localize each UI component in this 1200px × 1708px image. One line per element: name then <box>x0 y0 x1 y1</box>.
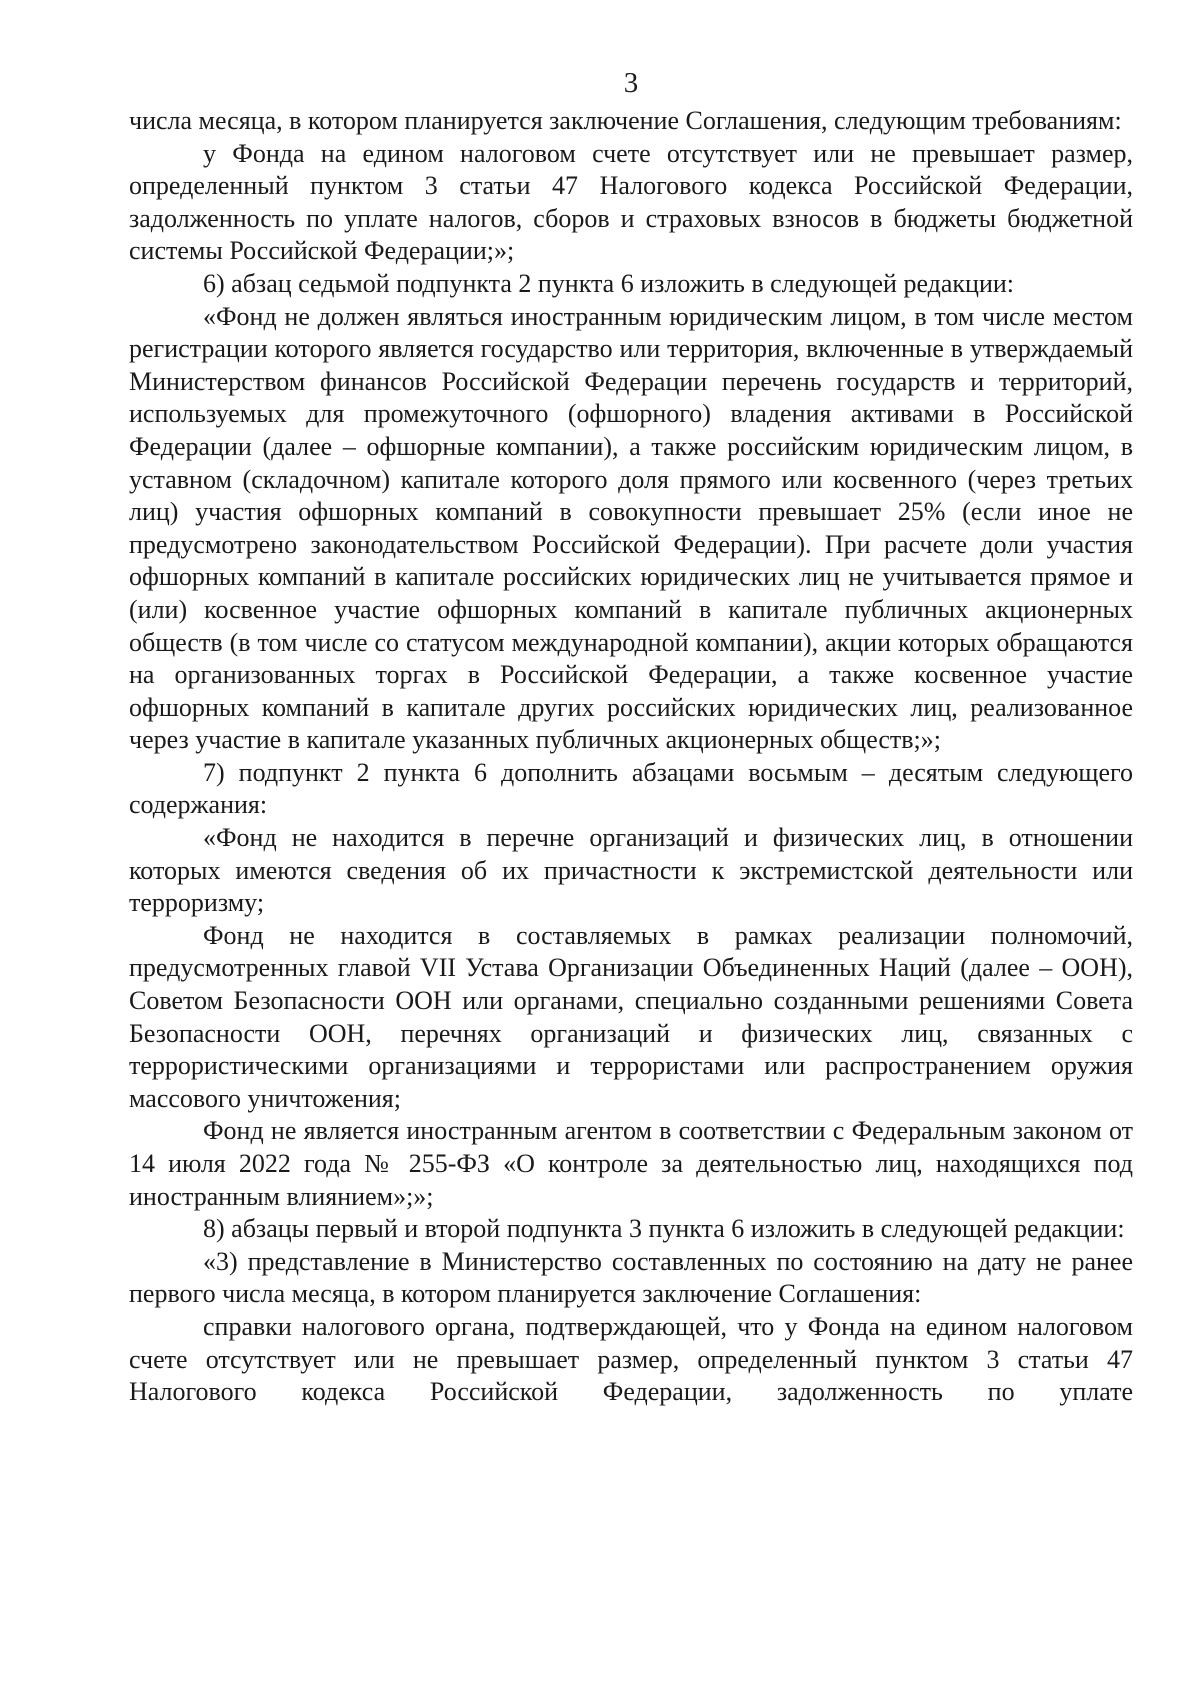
paragraph-un-lists: Фонд не находится в составляемых в рамках реализации полномочий, предусмотренных главой VII Устава Организации Объединенных Наций (далее – ООН), Советом Безопасности ООН или органами, специально созданными решениями Совета Безопасности ООН, перечнях организаций и физических лиц, связанных с террористическими организациями и террористами или распространением оружия массового уничтожения; <box>129 920 1133 1113</box>
paragraph-certificate: справки налогового органа, подтверждающей, что у Фонда на едином налоговом счете отсутствует или не превышает размер, определенный пунктом 3 статьи 47 Налогового кодекса Российской Федерации, задолженность по уплате <box>129 1311 1133 1407</box>
paragraph-foreign-agent: Фонд не является иностранным агентом в соответствии с Федеральным законом от 14 июля 2022 года № 255-ФЗ «О контроле за деятельностью лиц, находящихся под иностранным влиянием»;»; <box>129 1116 1133 1211</box>
paragraph-offshore: «Фонд не должен являться иностранным юридическим лицом, в том числе местом регистрации которого является государство или территория, включенные в утверждаемый Министерством финансов Российской Федерации перечень государств и территорий, используемых для промежуточного (офшорного) владения активами в Российской Федерации (далее – офшорные компании), а также российским юридическим лицом, в уставном (складочном) капитале которого доля прямого или косвенного (через третьих лиц) участия офшорных компаний в совокупности превышает 25% (если иное не предусмотрено законодательством Российской Федерации). При расчете доли участия офшорных компаний в капитале российских юридических лиц не учитывается прямое и (или) косвенное участие офшорных компаний в капитале публичных акционерных обществ (в том числе со статусом международной компании), акции которых обращаются на организованных торгах в Российской Федерации, а также косвенное участие офшорных компаний в капитале других российских юридических лиц, реализованное через участие в капитале указанных публичных акционерных обществ;»; <box>129 301 1133 755</box>
document-page <box>129 62 1133 1409</box>
paragraph-item-6: 6) абзац седьмой подпункта 2 пункта 6 изложить в следующей редакции: <box>203 268 1015 298</box>
document-body <box>129 105 1133 1409</box>
paragraph-extremism: «Фонд не находится в перечне организаций и физических лиц, в отношении которых имеются сведения об их причастности к экстремистской деятельности или терроризму; <box>129 823 1133 918</box>
paragraph-continuation: числа месяца, в котором планируется заключение Соглашения, следующим требованиям: <box>129 106 1122 135</box>
page-number: 3 <box>623 67 639 99</box>
paragraph-tax-requirement: у Фонда на едином налоговом счете отсутствует или не превышает размер, определенный пунктом 3 статьи 47 Налогового кодекса Российской Федерации, задолженность по уплате налогов, сборов и страховых взносов в бюджеты бюджетной системы Российской Федерации;»; <box>129 138 1133 266</box>
paragraph-item-8: 8) абзацы первый и второй подпункта 3 пункта 6 изложить в следующей редакции: <box>203 1214 1125 1244</box>
paragraph-submission: «3) представление в Министерство составленных по состоянию на дату не ранее первого числа месяца, в котором планируется заключение Соглашения: <box>129 1246 1133 1309</box>
paragraph-item-7: 7) подпункт 2 пункта 6 дополнить абзацами восьмым – десятым следующего содержания: <box>129 757 1133 820</box>
